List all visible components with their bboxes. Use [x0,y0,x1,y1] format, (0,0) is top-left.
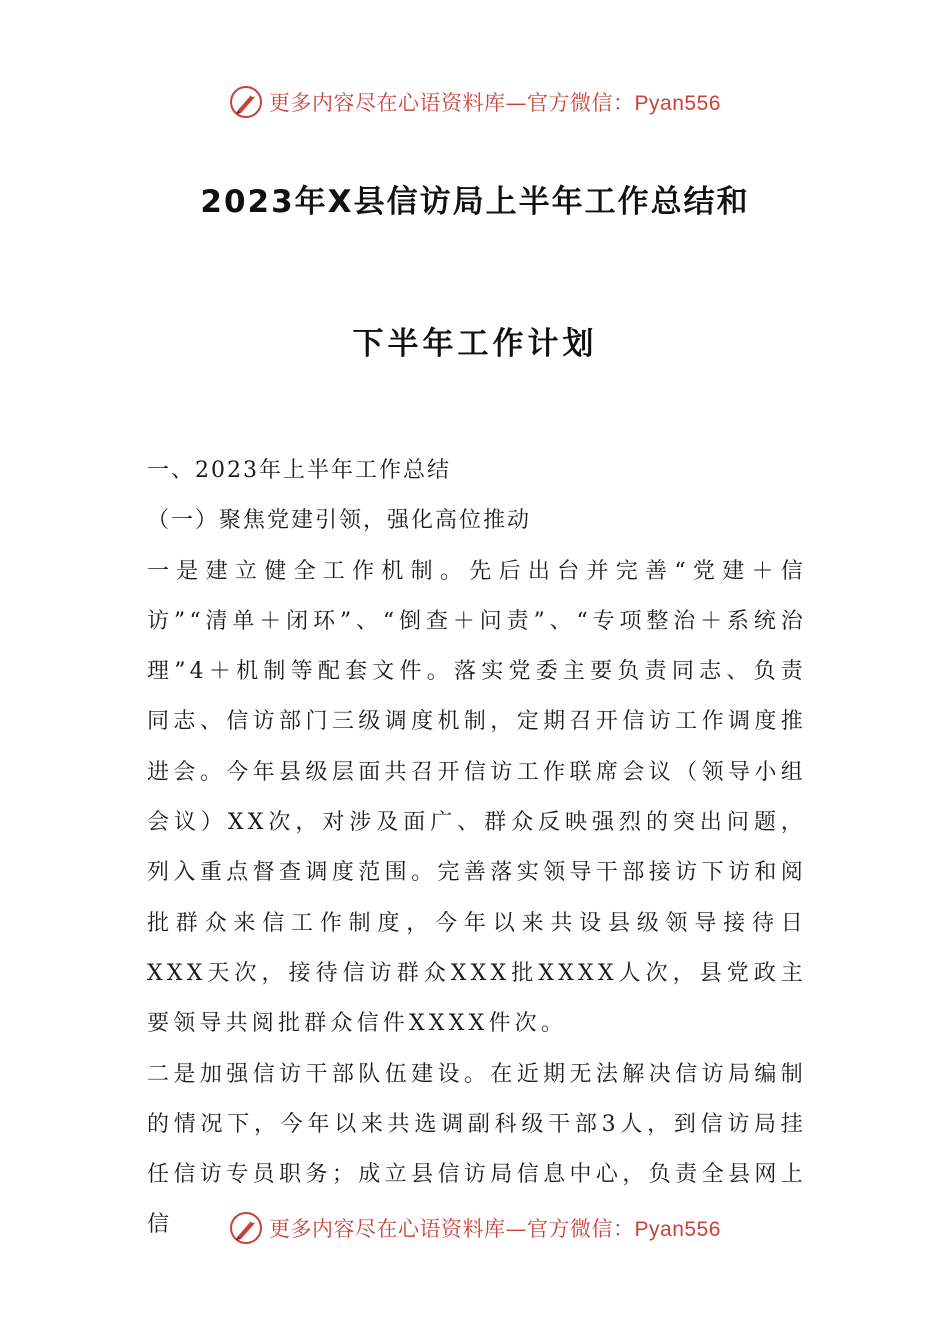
watermark-text: 更多内容尽在心语资料库—官方微信：Pyan556 [269,91,721,115]
watermark-footer [0,1210,950,1246]
watermark-text: 更多内容尽在心语资料库—官方微信：Pyan556 [269,1217,721,1241]
section-heading: 一、2023年上半年工作总结 [147,458,451,483]
pen-logo-icon [229,85,263,119]
body-paragraph: 二是加强信访干部队伍建设。在近期无法解决信访局编制的情况下，今年以来共选调副科级干部3人，到信访局挂任信访专员职务；成立县信访局信息中心，负责全县网上信 [147,1061,807,1238]
watermark-header [0,84,950,120]
document-body [147,446,807,1251]
pen-logo-icon [229,1211,263,1245]
subsection-heading: （一）聚焦党建引领，强化高位推动 [147,508,532,534]
document-title-line1: 2023年X县信访局上半年工作总结和 [200,184,750,220]
body-paragraph: 一是建立健全工作机制。先后出台并完善“党建＋信访”“清单＋闭环”、“倒查＋问责”、“专项整治＋系统治理”4＋机制等配套文件。落实党委主要负责同志、负责同志、信访部门三级调度机制，定期召开信访工作调度推进会。今年县级层面共召开信访工作联席会议（领导小组会议）XX次，对涉及面广、群众反映强烈的突出问题，列入重点督查调度范围。完善落实领导干部接访下访和阅批群众来信工作制度，今年以来共设县级领导接待日XXX天次，接待信访群众XXX批XXXX人次，县党政主要领导共阅批群众信件XXXX件次。 [147,558,807,1037]
document-title-line2: 下半年工作计划 [352,326,598,362]
